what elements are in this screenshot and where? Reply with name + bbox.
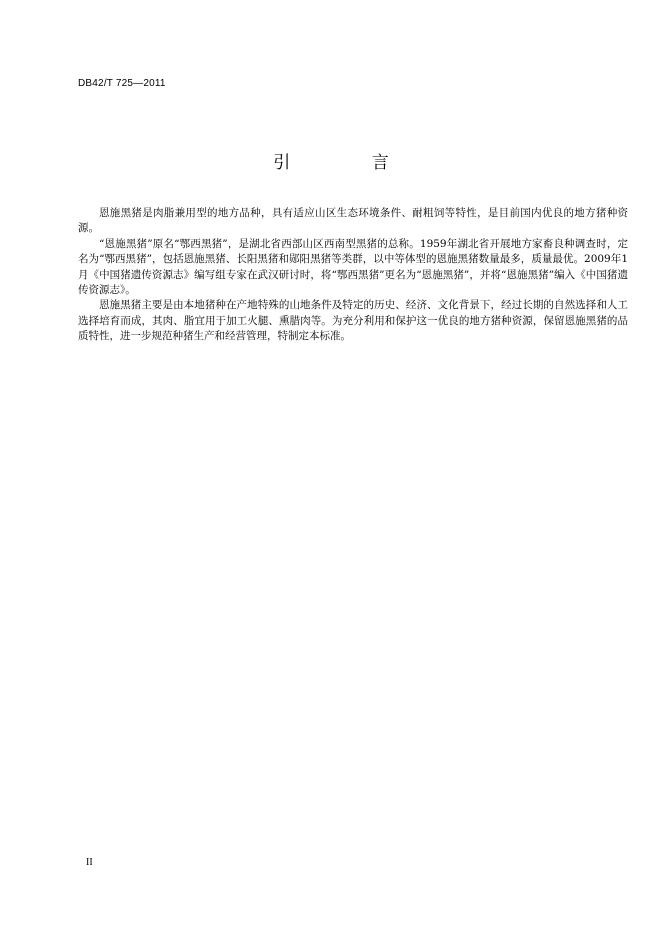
page-number: II	[86, 857, 93, 868]
document-code: DB42/T 725—2011	[78, 78, 166, 89]
page-title: 引 言	[273, 153, 427, 173]
introduction-body	[78, 206, 628, 345]
paragraph-1: 恩施黑猪是肉脂兼用型的地方品种，具有适应山区生态环境条件、耐粗饲等特性，是目前国内优良的地方猪种资源。	[78, 207, 628, 235]
paragraph-2: “恩施黑猪”原名“鄂西黑猪”，是湖北省西部山区西南型黑猪的总称。1959年湖北省开展地方家畜良种调查时，定名为“鄂西黑猪”，包括恩施黑猪、长阳黑猪和郧阳黑猪等类群，以中等体型的恩施黑猪数量最多，质量最优。2009年1月《中国猪遗传资源志》编写组专家在武汉研讨时，将“鄂西黑猪”更名为“恩施黑猪”，并将“恩施黑猪”编入《中国猪遗传资源志》。	[78, 237, 628, 297]
paragraph-3: 恩施黑猪主要是由本地猪种在产地特殊的山地条件及特定的历史、经济、文化背景下，经过长期的自然选择和人工选择培育而成，其肉、脂宜用于加工火腿、熏腊肉等。为充分利用和保护这一优良的地方猪种资源，保留恩施黑猪的品质特性，进一步规范种猪生产和经营管理，特制定本标准。	[78, 299, 628, 343]
